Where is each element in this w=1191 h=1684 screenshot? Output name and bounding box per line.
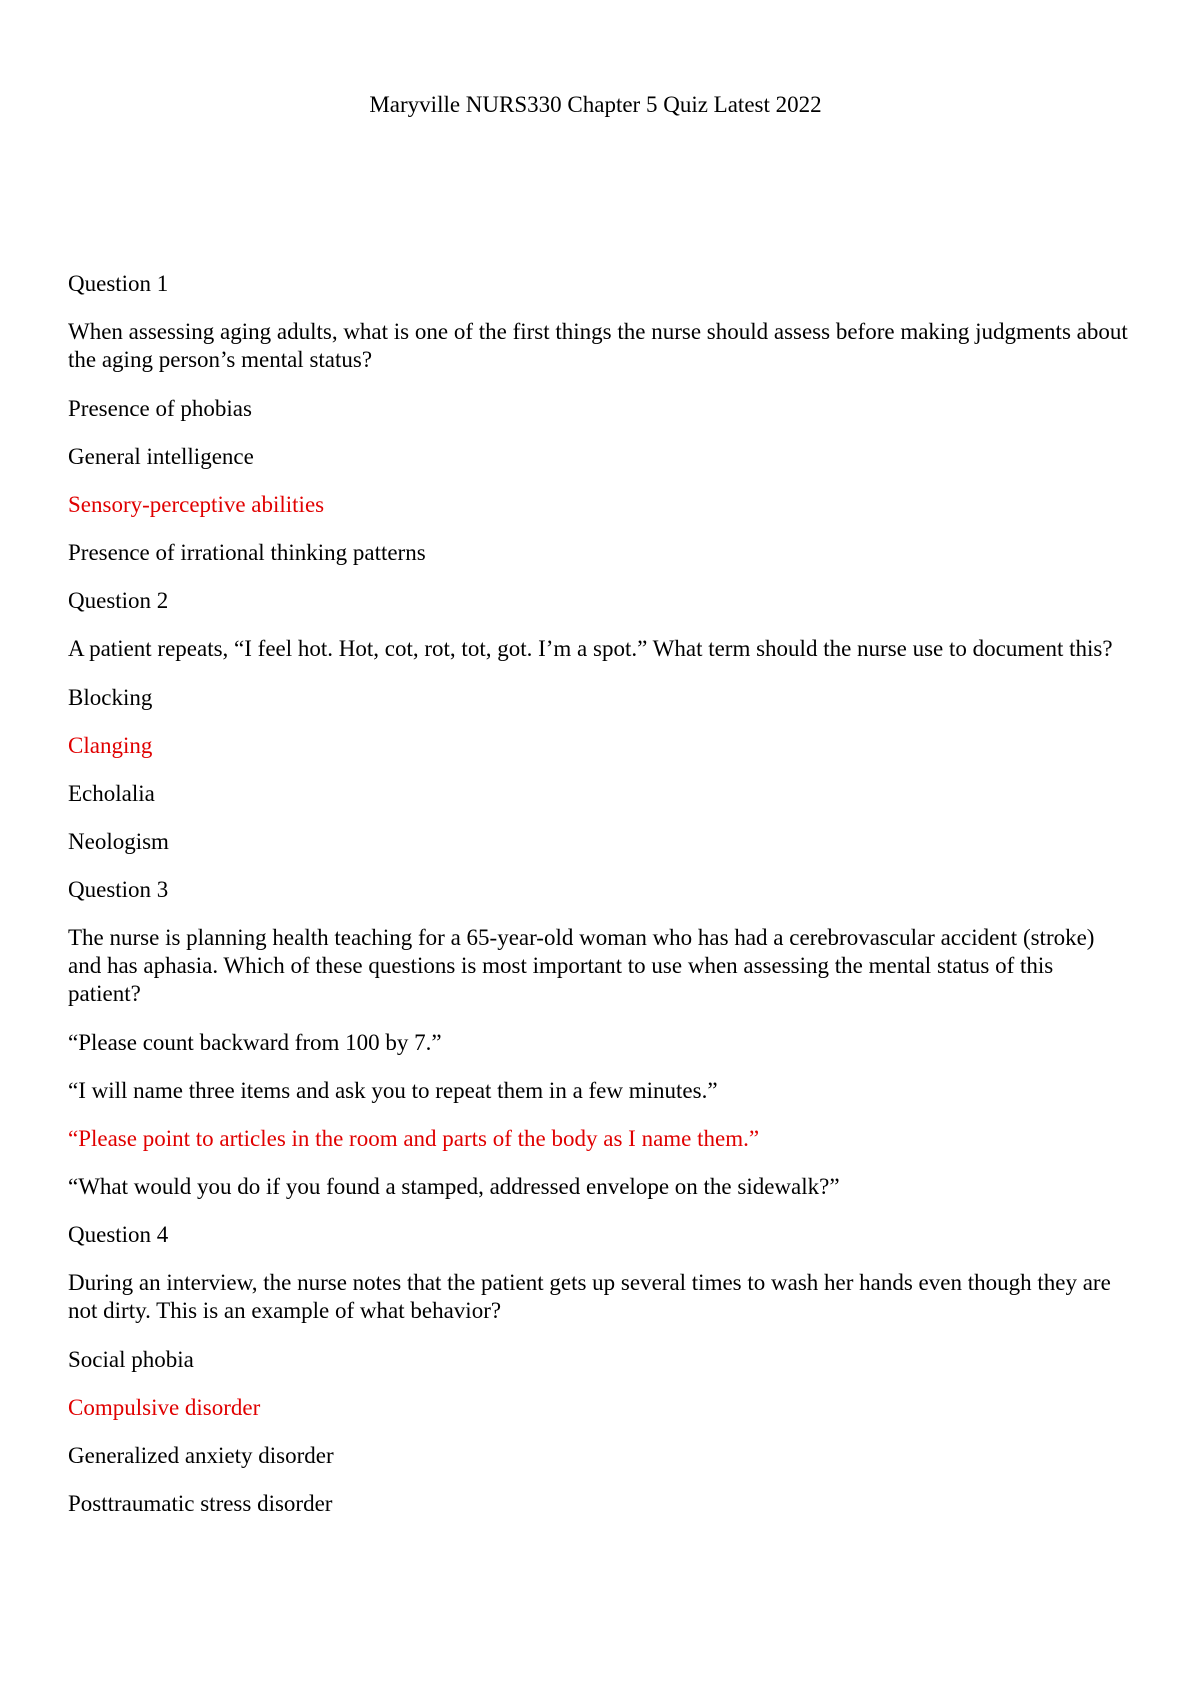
question-block-2 [68, 587, 1130, 856]
answer-option-correct: Compulsive disorder [68, 1395, 261, 1420]
answer-option-correct: “Please point to articles in the room and parts of the body as I name them.” [68, 1126, 760, 1151]
answer-option: Blocking [68, 685, 153, 710]
answer-option: Neologism [68, 829, 169, 854]
question-text: During an interview, the nurse notes that the patient gets up several times to wash her hands even though they are not dirty. This is an example of what behavior? [68, 1270, 1111, 1323]
question-block-3 [68, 876, 1130, 1201]
answer-option: Posttraumatic stress disorder [68, 1491, 333, 1516]
answer-option-correct: Clanging [68, 733, 153, 758]
question-label: Question 4 [68, 1222, 169, 1247]
answer-option: Echolalia [68, 781, 155, 806]
question-label: Question 3 [68, 877, 169, 902]
answer-option: “I will name three items and ask you to repeat them in a few minutes.” [68, 1078, 718, 1103]
answer-option: Generalized anxiety disorder [68, 1443, 334, 1468]
answer-option: Presence of phobias [68, 396, 252, 421]
quiz-content [68, 270, 1130, 1538]
question-block-4 [68, 1221, 1130, 1518]
question-text: When assessing aging adults, what is one of the first things the nurse should assess before making judgments about the aging person’s mental status? [68, 319, 1128, 372]
answer-option-correct: Sensory-perceptive abilities [68, 492, 325, 517]
answer-option: “What would you do if you found a stamped, addressed envelope on the sidewalk?” [68, 1174, 840, 1199]
page-title: Maryville NURS330 Chapter 5 Quiz Latest 2022 [369, 92, 822, 117]
answer-option: Presence of irrational thinking patterns [68, 540, 426, 565]
question-label: Question 1 [68, 271, 169, 296]
answer-option: “Please count backward from 100 by 7.” [68, 1030, 442, 1055]
question-text: A patient repeats, “I feel hot. Hot, cot, rot, tot, got. I’m a spot.” What term should the nurse use to document this? [68, 636, 1113, 661]
answer-option: General intelligence [68, 444, 254, 469]
question-label: Question 2 [68, 588, 169, 613]
question-text: The nurse is planning health teaching for a 65-year-old woman who has had a cerebrovascular accident (stroke) and has aphasia. Which of these questions is most important to use when assessing the mental status of this patient? [68, 925, 1095, 1006]
question-block-1 [68, 270, 1130, 567]
answer-option: Social phobia [68, 1347, 194, 1372]
